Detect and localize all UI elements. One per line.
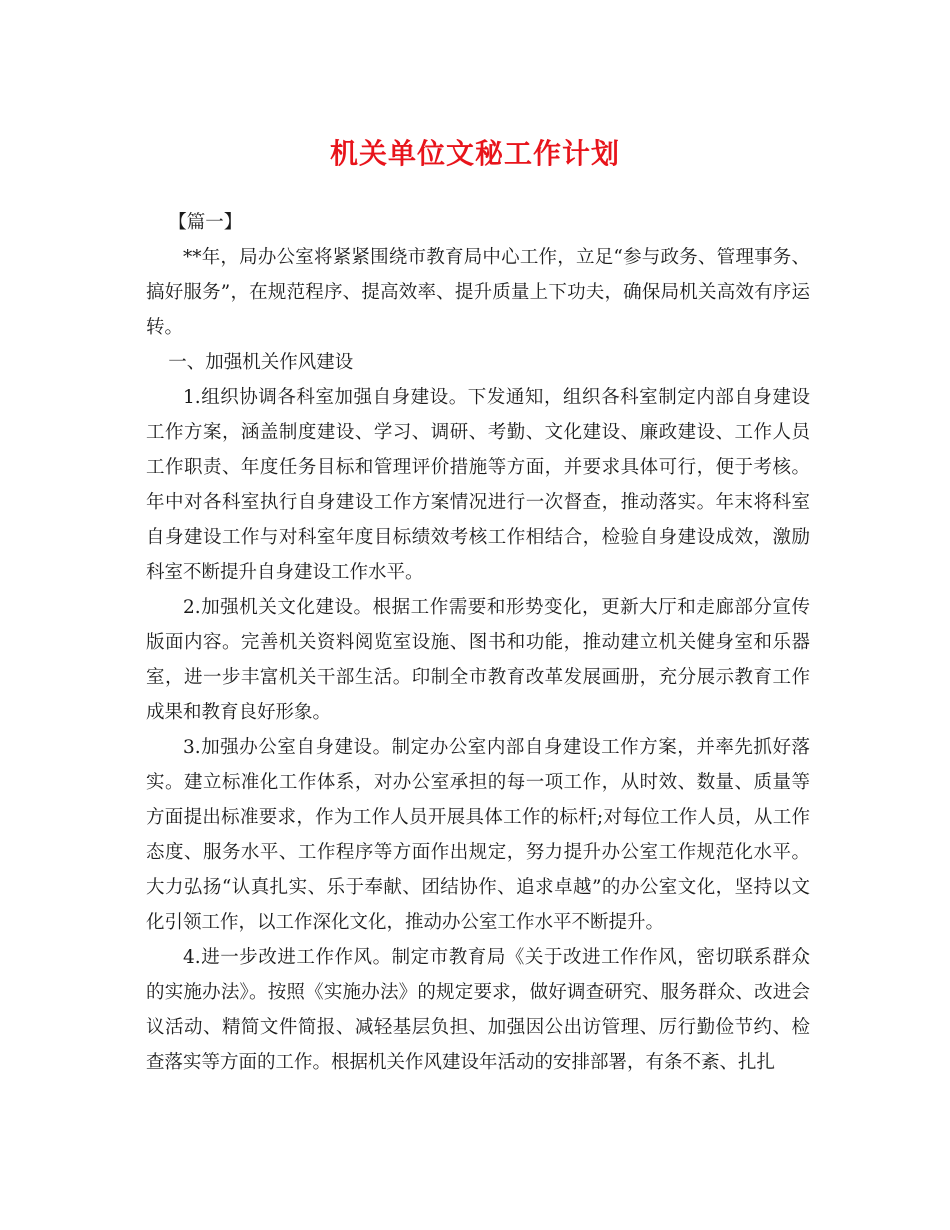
intro-paragraph: **年，局办公室将紧紧围绕市教育局中心工作，立足“参与政务、管理事务、搞好服务”，在规范程序、提高效率、提升质量上下功夫，确保局机关高效有序运转。 (146, 247, 810, 338)
document-body (146, 205, 810, 1080)
list-item-4: 4.进一步改进工作作风。制定市教育局《关于改进工作作风，密切联系群众的实施办法》。按照《实施办法》的规定要求，做好调查研究、服务群众、改进会议活动、精简文件简报、减轻基层负担、加强因公出访管理、厉行勤俭节约、检查落实等方面的工作。根据机关作风建设年活动的安排部署，有条不紊、扎扎 (146, 947, 810, 1073)
list-item-3: 3.加强办公室自身建设。制定办公室内部自身建设工作方案，并率先抓好落实。建立标准化工作体系，对办公室承担的每一项工作，从时效、数量、质量等方面提出标准要求，作为工作人员开展具体工作的标杆;对每位工作人员，从工作态度、服务水平、工作程序等方面作出规定，努力提升办公室工作规范化水平。大力弘扬“认真扎实、乐于奉献、团结协作、追求卓越”的办公室文化，坚持以文化引领工作，以工作深化文化，推动办公室工作水平不断提升。 (146, 737, 810, 933)
section-heading: 一、加强机关作风建设 (168, 352, 354, 373)
section-marker: 【篇一】 (168, 212, 243, 233)
list-item-1: 1.组织协调各科室加强自身建设。下发通知，组织各科室制定内部自身建设工作方案，涵盖制度建设、学习、调研、考勤、文化建设、廉政建设、工作人员工作职责、年度任务目标和管理评价措施等方面，并要求具体可行，便于考核。年中对各科室执行自身建设工作方案情况进行一次督查，推动落实。年末将科室自身建设工作与对科室年度目标绩效考核工作相结合，检验自身建设成效，激励科室不断提升自身建设工作水平。 (146, 387, 810, 583)
document-title: 机关单位文秘工作计划 (329, 137, 620, 170)
list-item-2: 2.加强机关文化建设。根据工作需要和形势变化，更新大厅和走廊部分宣传版面内容。完善机关资料阅览室设施、图书和功能，推动建立机关健身室和乐器室，进一步丰富机关干部生活。印制全市教育改革发展画册，充分展示教育工作成果和教育良好形象。 (146, 597, 810, 723)
